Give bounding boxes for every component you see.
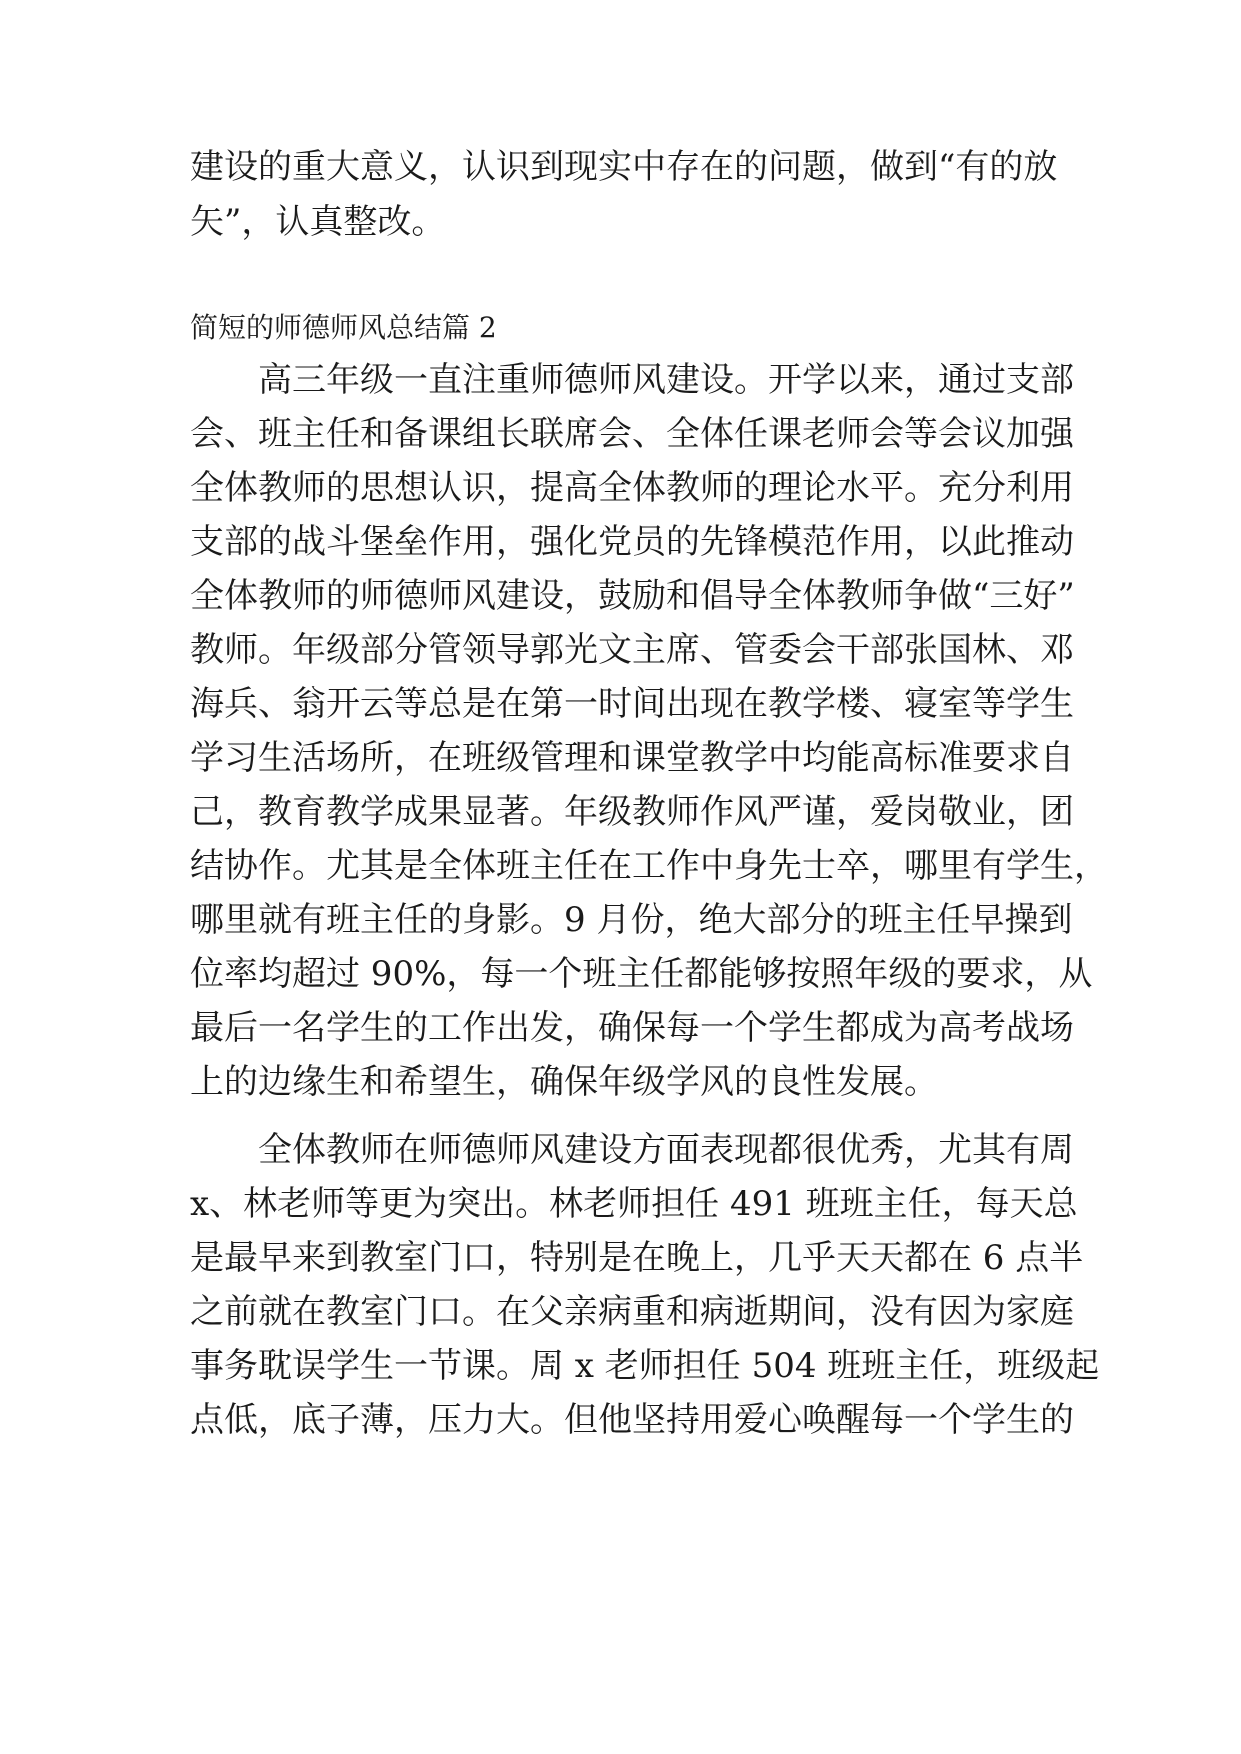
text-line: 学习生活场所，在班级管理和课堂教学中均能高标准要求自 [190,738,1074,778]
text-line: x、林老师等更为突出。林老师担任 491 班班主任，每天总 [190,1184,1078,1224]
text-line: 位率均超过 90%，每一个班主任都能够按照年级的要求，从 [190,954,1093,994]
text-line: 全体教师的思想认识，提高全体教师的理论水平。充分利用 [190,468,1074,508]
text-line: 高三年级一直注重师德师风建设。开学以来，通过支部 [258,360,1074,400]
text-line: 支部的战斗堡垒作用，强化党员的先锋模范作用，以此推动 [190,522,1074,562]
text-line: 最后一名学生的工作出发，确保每一个学生都成为高考战场 [190,1008,1074,1048]
text-line: 结协作。尤其是全体班主任在工作中身先士卒，哪里有学生， [190,846,1108,886]
text-line: 全体教师的师德师风建设，鼓励和倡导全体教师争做“三好” [190,576,1075,616]
section-heading: 简短的师德师风总结篇 2 [190,311,497,344]
text-line: 是最早来到教室门口，特别是在晚上，几乎天天都在 6 点半 [190,1238,1084,1278]
text-line: 事务耽误学生一节课。周 x 老师担任 504 班班主任，班级起 [190,1346,1100,1386]
text-line: 矢”，认真整改。 [190,202,446,242]
text-line: 海兵、翁开云等总是在第一时间出现在教学楼、寝室等学生 [190,684,1074,724]
text-line: 上的边缘生和希望生，确保年级学风的良性发展。 [190,1062,938,1102]
text-line: 哪里就有班主任的身影。9 月份，绝大部分的班主任早操到 [190,900,1073,940]
text-line: 点低，底子薄，压力大。但他坚持用爱心唤醒每一个学生的 [190,1400,1074,1440]
text-line: 之前就在教室门口。在父亲病重和病逝期间，没有因为家庭 [190,1292,1074,1332]
text-line: 教师。年级部分管领导郭光文主席、管委会干部张国林、邓 [190,630,1074,670]
text-line: 会、班主任和备课组长联席会、全体任课老师会等会议加强 [190,414,1074,454]
text-line: 己，教育教学成果显著。年级教师作风严谨，爱岗敬业，团 [190,792,1074,832]
text-line: 全体教师在师德师风建设方面表现都很优秀，尤其有周 [258,1130,1074,1170]
text-line: 建设的重大意义，认识到现实中存在的问题，做到“有的放 [190,147,1058,187]
